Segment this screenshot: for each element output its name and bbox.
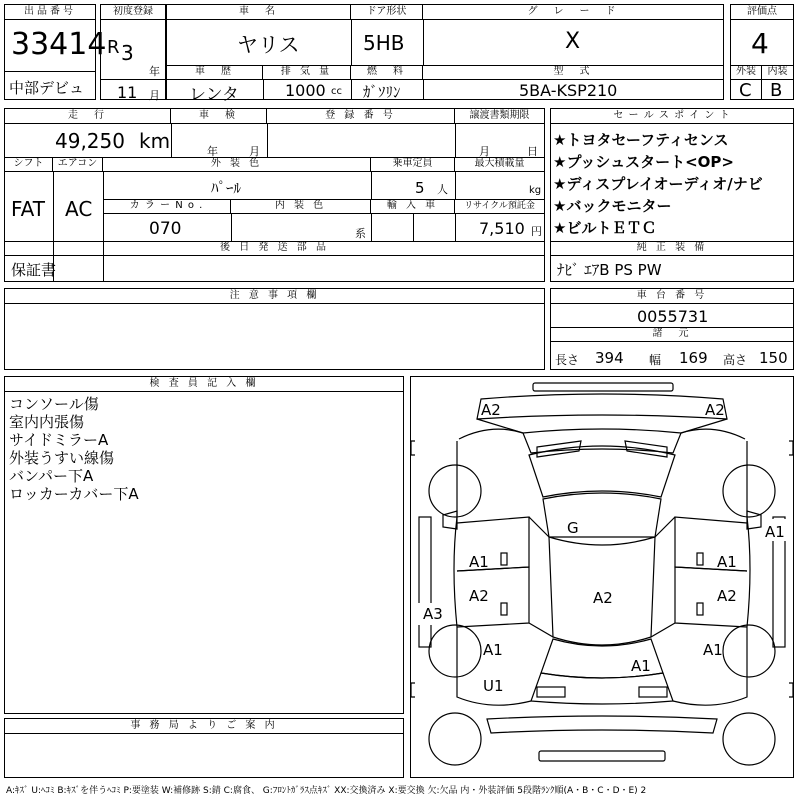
selling-point-item: ★トヨタセーフティセンス	[553, 131, 729, 149]
door-value: 5HB	[363, 31, 405, 55]
lot-box	[4, 4, 107, 100]
max-load-label: 最大積載量	[455, 157, 544, 172]
max-load-unit: kg	[529, 185, 542, 196]
selling-points-label: セ ー ル ス ポ イ ン ト	[551, 109, 793, 124]
history-value: レンタ	[189, 85, 239, 105]
car-name-value: ヤリス	[237, 33, 300, 57]
inspector-label: 検 査 員 記 入 欄	[5, 377, 403, 392]
height-value: 150	[759, 349, 788, 367]
selling-point-item: ★プッシュスタート<OP>	[553, 153, 734, 171]
damage-mark: G	[567, 519, 579, 537]
damage-mark: A3	[423, 605, 443, 623]
ext-score-label: 外装	[731, 65, 762, 80]
lot-number: 33414	[11, 27, 107, 62]
displacement-label: 排 気 量	[263, 65, 351, 80]
aircon-value: AC	[65, 197, 93, 221]
notes-label: 注 意 事 項 欄	[5, 289, 544, 304]
equipment-label: 純 正 装 備	[551, 241, 793, 256]
int-score-value: B	[770, 80, 783, 101]
score-label: 評価点	[731, 5, 793, 20]
displacement-unit: cc	[331, 86, 342, 97]
office-label: 事 務 局 よ り ご 案 内	[5, 719, 403, 734]
damage-mark: A1	[703, 641, 723, 659]
inspector-line: コンソール傷	[9, 395, 99, 413]
later-parts-label: 後 日 発 送 部 品	[5, 241, 544, 256]
first-reg-box	[100, 4, 166, 100]
score-value: 4	[751, 27, 769, 60]
ext-color-label: 外 装 色	[103, 157, 371, 172]
year-unit: 年	[149, 65, 160, 78]
inspector-line: 室内内張傷	[9, 413, 85, 431]
shift-label: シフト	[5, 157, 53, 172]
width-label: 幅	[649, 353, 662, 367]
import-label: 輸 入 車	[371, 199, 455, 214]
selling-point-item: ★バックモニター	[553, 197, 672, 215]
length-value: 394	[595, 349, 624, 367]
inspector-line: バンパー下A	[9, 467, 94, 485]
inspection-month-unit: 月	[249, 145, 260, 158]
color-no-value: 070	[149, 219, 182, 239]
width-value: 169	[679, 349, 708, 367]
displacement-value: 1000	[285, 81, 326, 100]
vehicle-detail-box	[4, 108, 545, 282]
plate-label: 登 録 番 号	[267, 109, 455, 124]
recycle-value: 7,510	[479, 219, 525, 238]
shift-value: FAT	[11, 197, 46, 221]
month-unit: 月	[149, 89, 160, 102]
inspection-year-unit: 年	[207, 145, 218, 158]
grade-value: X	[565, 29, 581, 54]
color-no-label: カ ラ ー N o .	[103, 199, 231, 214]
int-color-label: 内 装 色	[231, 199, 371, 214]
car-info-box	[166, 4, 724, 105]
recycle-unit: 円	[531, 225, 542, 238]
equipment-value: ﾅﾋﾞ ｴｱB PS PW	[557, 261, 662, 279]
fuel-label: 燃 料	[351, 65, 423, 80]
damage-mark: A1	[469, 553, 489, 571]
first-reg-year: 3	[121, 41, 134, 65]
chassis-label: 車 台 番 号	[551, 289, 793, 304]
inspector-box	[4, 376, 404, 714]
damage-mark: A2	[705, 401, 725, 419]
inspection-label: 車 検	[171, 109, 267, 124]
inspector-line: 外装うすい線傷	[9, 449, 115, 467]
office-box	[4, 718, 404, 778]
damage-mark: A1	[717, 553, 737, 571]
ext-score-value: C	[739, 80, 752, 101]
grade-label: グ レ ー ド	[423, 5, 723, 20]
transfer-month-unit: 月	[479, 145, 490, 158]
selling-point-item: ★ディスプレイオーディオ/ナビ	[553, 175, 763, 193]
chassis-box	[550, 288, 794, 370]
score-box	[730, 4, 794, 100]
history-label: 車 歴	[167, 65, 263, 80]
first-reg-month: 11	[117, 83, 138, 102]
selling-points-box	[550, 108, 794, 282]
length-label: 長さ	[555, 353, 580, 367]
notes-box	[4, 288, 545, 370]
int-score-label: 内装	[762, 65, 793, 80]
damage-diagram	[410, 376, 794, 778]
mileage-unit: km	[139, 129, 171, 153]
inspector-line: ロッカーカバー下A	[9, 485, 139, 503]
damage-mark: A1	[765, 523, 785, 541]
capacity-unit: 人	[437, 183, 448, 196]
first-reg-label: 初度登録	[101, 5, 165, 20]
dims-label: 諸 元	[551, 327, 793, 342]
damage-mark: A2	[481, 401, 501, 419]
first-reg-era: R	[107, 37, 120, 58]
capacity-label: 乗車定員	[371, 157, 455, 172]
capacity-value: 5	[415, 179, 425, 197]
door-label: ドア形状	[351, 5, 423, 20]
recycle-label: リサイクル預託金	[455, 199, 544, 214]
region-label: 中部デビュ	[9, 79, 85, 97]
car-name-label: 車 名	[167, 5, 351, 20]
mileage-label: 走 行	[5, 109, 171, 124]
selling-point-item: ★ビルトＥＴＣ	[553, 219, 657, 237]
inspector-line: サイドミラーA	[9, 431, 109, 449]
model-code-label: 型 式	[423, 65, 723, 80]
mileage-value: 49,250	[55, 129, 125, 153]
int-color-unit: 系	[355, 227, 366, 240]
damage-mark: A1	[631, 657, 651, 675]
damage-mark: A2	[469, 587, 489, 605]
transfer-day-unit: 日	[527, 145, 538, 158]
lot-label: 出品番号	[5, 5, 95, 20]
damage-mark: A1	[483, 641, 503, 659]
damage-mark: U1	[483, 677, 504, 695]
height-label: 高さ	[723, 353, 748, 367]
transfer-label: 譲渡書類期限	[455, 109, 544, 124]
ext-color-value: ﾊﾟｰﾙ	[211, 179, 242, 197]
later-parts-value: 保証書	[11, 261, 57, 279]
aircon-label: エアコン	[53, 157, 103, 172]
model-code-value: 5BA-KSP210	[519, 81, 618, 100]
legend-text: A:ｷｽﾞ U:ﾍｺﾐ B:ｷｽﾞを伴うﾍｺﾐ P:要塗装 W:補修跡 S:錆 C:腐食、 G:ﾌﾛﾝﾄｶﾞﾗｽ点ｷｽﾞ XX:交換済み X:要交換 欠:欠品 内・外装評価 5段階ﾗﾝｸ順(A・B・C・D・E) 2	[6, 786, 647, 796]
fuel-value: ｶﾞｿﾘﾝ	[363, 83, 401, 101]
damage-mark: A2	[717, 587, 737, 605]
damage-mark: A2	[593, 589, 613, 607]
car-diagram-svg	[411, 377, 793, 777]
chassis-value: 0055731	[637, 307, 709, 326]
